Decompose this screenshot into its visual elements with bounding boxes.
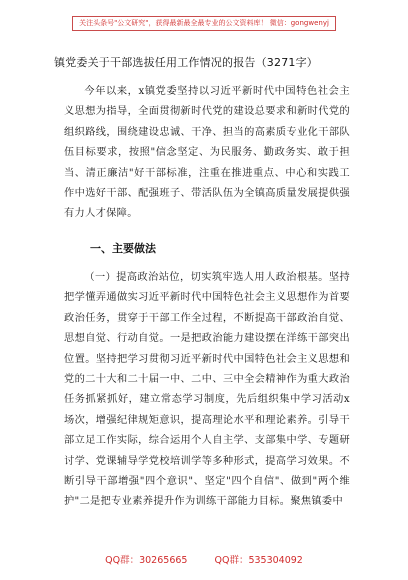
qq-group-1: QQ群：30265665	[105, 555, 188, 566]
promo-banner	[0, 10, 408, 31]
intro-paragraph: 今年以来，x镇党委坚持以习近平新时代中国特色社会主义思想为指导，全面贯彻新时代党的建设总要求和新时代党的组织路线，围绕建设忠诚、干净、担当的高素质专业化干部队伍目标要求，按照"信念坚定、为民服务、勤政务实、敢于担当、清正廉洁"好干部标准，注重在推进重点、中心和实践工作中选好干部、配强班子、带活队伍为全镇高质量发展提供强有力人才保障。	[64, 86, 350, 220]
promo-banner-text: 关注头条号"公文研究"，获得最新最全最专业的公文资料库！ 微信：gongwenyj	[72, 16, 336, 31]
section-paragraph: （一）提高政治站位，切实筑牢选人用人政治根基。坚持把学懂弄通做实习近平新时代中国特色社会主义思想作为首要政治任务，贯穿于干部工作全过程，不断提高干部政治自觉、思想自觉、行动自觉。一是把政治能力建设摆在洋练干部突出位置。坚持把学习贯彻习近平新时代中国特色社会主义思想和党的二十大和二十届一中、二中、三中全会精神作为重大政治任务抓紧抓好，建立常态学习制度，先后组织集中学习活动x场次，增强纪律规矩意识，提高理论水平和理论素养。引导干部立足工作实际，综合运用个人自主学、支部集中学、专题研讨学、党课辅导学党校培训学等多种形式，提高学习效果。不断引导干部增强"四个意识"、坚定"四个自信"、做到"两个维护"二是把专业素养提升作为训练干部能力目标。聚焦镇委中	[64, 272, 350, 508]
document-title: 镇党委关于干部选拔任用工作情况的报告（3271字）	[54, 56, 318, 69]
section-heading: 一、主要做法	[90, 242, 156, 255]
qq-group-footer	[0, 552, 408, 566]
qq-group-2: QQ群：535304092	[214, 555, 303, 566]
